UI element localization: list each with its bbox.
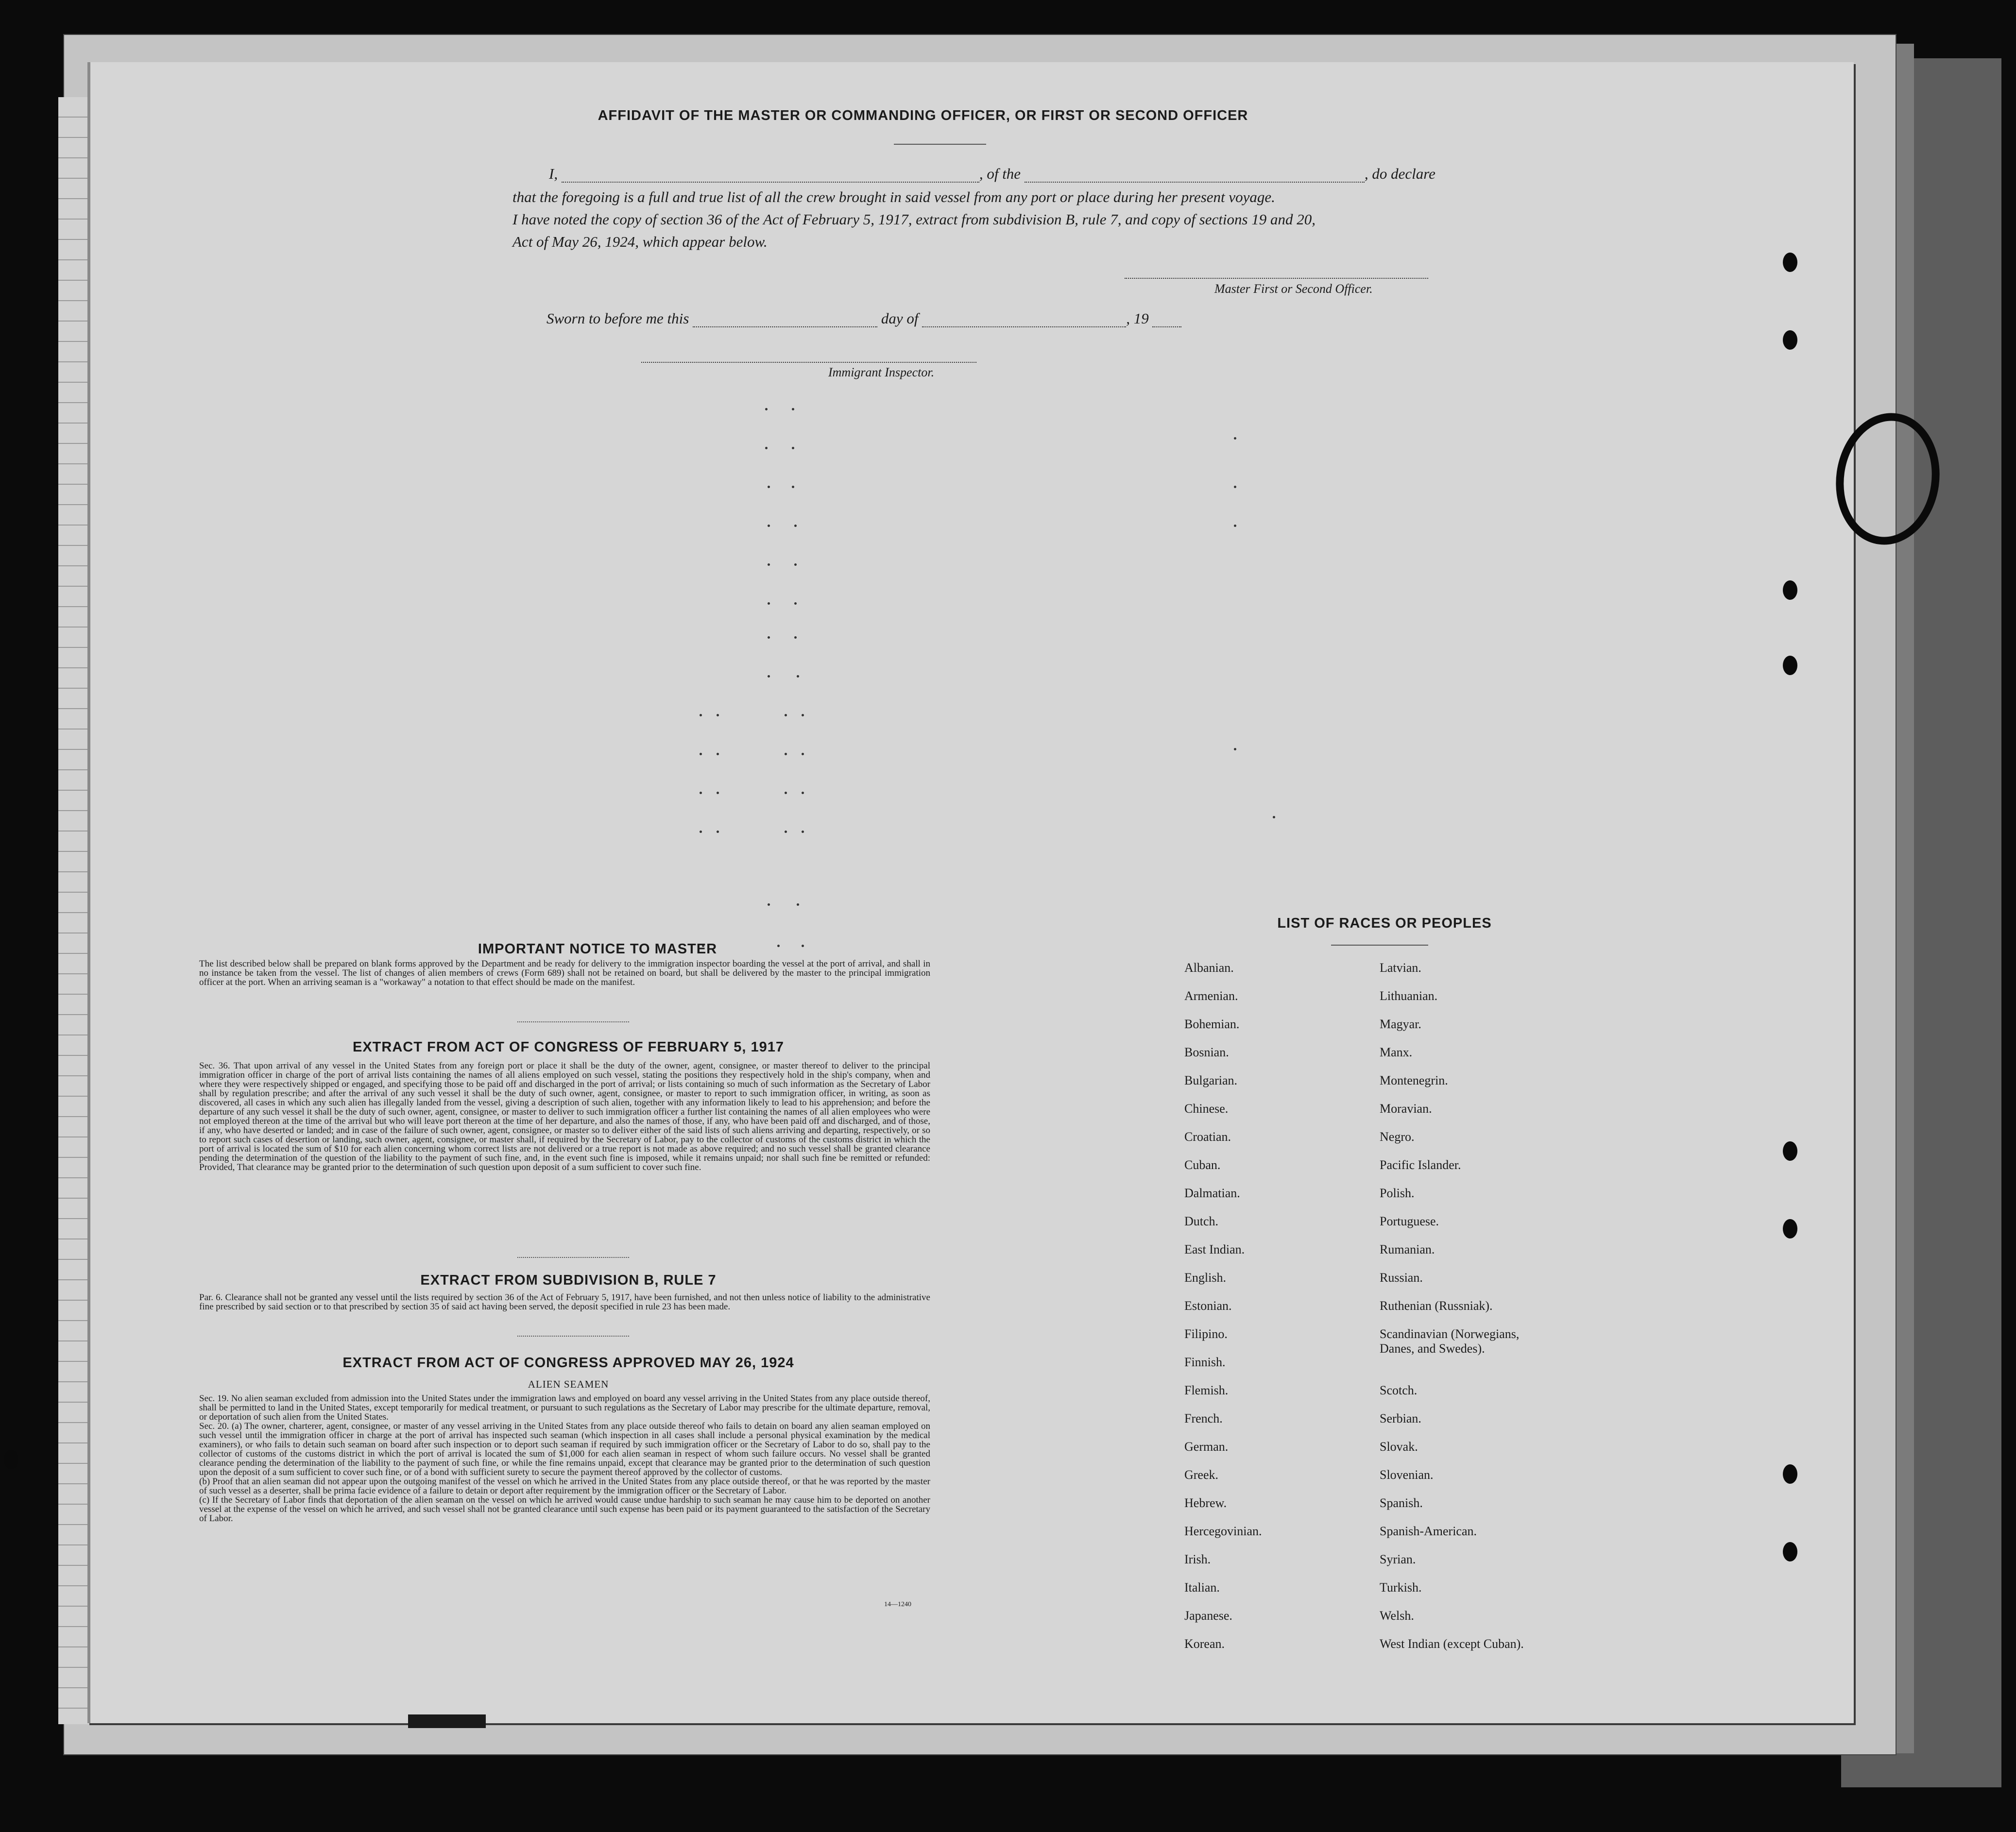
race-item: Manx. <box>1380 1045 1413 1059</box>
race-item: Montenegrin. <box>1380 1073 1448 1087</box>
sworn-year-blank[interactable] <box>1152 326 1181 327</box>
race-item: Cuban. <box>1184 1158 1221 1172</box>
race-item: Russian. <box>1380 1271 1423 1285</box>
ink-speck <box>700 831 702 833</box>
inspector-signature-line[interactable] <box>641 362 976 363</box>
affidavit-line-1 <box>549 165 1521 183</box>
ink-speck <box>768 675 770 678</box>
ink-speck <box>1234 748 1236 750</box>
divider <box>517 1336 629 1337</box>
divider <box>517 1257 629 1258</box>
signature-line[interactable] <box>1125 278 1428 279</box>
race-item: Korean. <box>1184 1637 1225 1651</box>
edge-stamp-mark <box>408 1714 486 1728</box>
race-item: Moravian. <box>1380 1102 1432 1116</box>
race-item: Scotch. <box>1380 1383 1418 1397</box>
extract-1917-body: Sec. 36. That upon arrival of any vessel in the United States from any foreign port or place it shall be the duty of the owner, agent, consignee, or master thereof to deliver to the principal immigration officer in charge of the port of arrival lists containing the names of all aliens employed on such vessel, stating the positions they respectively hold in the ship's company, when and where they were respectively shipped or engaged, and specifying those to be paid off and discharged in the port of arrival; or lists containing so much of such information as the Secretary of Labor shall by regulation prescribe; and after the arrival of any such vessel it shall be the duty of such owner, agent, consignee, or master to report to such immigration officer, in writing, as soon as discovered, all cases in which any such alien has illegally landed from the vessel, giving a description of such alien, together with any information likely to lead to his apprehension; and before the departure of any such vessel it shall be the duty of such owner, agent, consignee, or master to deliver to such immigration officer a further list containing the names of all alien employees who were not employed thereon at the time of the arrival but who will leave port thereon at the time of her departure, and also the names of those, if any, who have been paid off and discharged, and of those, if any, who have deserted or landed; and in case of the failure of such owner, agent, consignee, or master so to deliver either of the said lists of such aliens arriving and departing, respectively, or so to report such cases of desertion or landing, such owner, agent, consignee, or master shall, if required by the Secretary of Labor, pay to the collector of customs of the customs district in which the port of arrival is located the sum of $10 for each alien concerning whom correct lists are not delivered or a true report is not made as above required; and no such vessel shall be granted clearance pending the determination of the question of the liability to the payment of such fine, and, in the event such fine is imposed, while it remains unpaid; nor shall such fine be remitted or refunded: Provided, That clearance may be granted prior to the determination of such question upon deposit of a sum sufficient to cover such fine. <box>199 1061 930 1172</box>
race-item: Spanish-American. <box>1380 1524 1477 1538</box>
race-item: Bulgarian. <box>1184 1073 1238 1087</box>
ink-speck <box>768 903 770 906</box>
sworn-day-of: day of <box>881 310 919 327</box>
ink-speck <box>717 714 719 716</box>
punch-hole <box>1783 1219 1797 1238</box>
ink-speck <box>768 525 770 527</box>
race-item: Portuguese. <box>1380 1214 1439 1228</box>
divider <box>1331 945 1428 946</box>
ink-speck <box>1234 486 1236 488</box>
race-item: Syrian. <box>1380 1552 1416 1566</box>
sworn-day-blank[interactable] <box>693 326 877 327</box>
race-item: German. <box>1184 1440 1229 1454</box>
rule-7-title: EXTRACT FROM SUBDIVISION B, RULE 7 <box>420 1272 717 1288</box>
race-item: French. <box>1184 1411 1223 1425</box>
ink-speck <box>797 675 799 678</box>
ink-speck <box>785 831 787 833</box>
sworn-month-blank[interactable] <box>922 326 1126 327</box>
ink-speck <box>802 753 804 755</box>
race-item: Bosnian. <box>1184 1045 1229 1059</box>
ink-speck <box>1234 525 1236 527</box>
race-item: Slovenian. <box>1380 1468 1434 1482</box>
race-item: Polish. <box>1380 1186 1415 1200</box>
race-item: Dutch. <box>1184 1214 1219 1228</box>
ink-speck <box>797 903 799 906</box>
affidavit-line-4: Act of May 26, 1924, which appear below. <box>513 233 768 250</box>
ink-speck <box>785 792 787 794</box>
race-item: Ruthenian (Russniak). <box>1380 1299 1493 1313</box>
ink-speck <box>792 447 794 449</box>
race-item: Chinese. <box>1184 1102 1229 1116</box>
notice-body: The list described below shall be prepared on blank forms approved by the Department and be ready for delivery to the immigration inspector boarding the vessel at the port of arrival, and shall in no instance be taken from the vessel. The list of changes of alien members of crews (Form 689) shall not be retained on board, but shall be delivered by the master to the principal immigration officer at the port. When an arriving seaman is a "workaway" a notation to that effect should be made on the manifest. <box>199 959 930 987</box>
rule-7-body: Par. 6. Clearance shall not be granted any vessel until the lists required by section 36 of the Act of February 5, 1917, have been furnished, and not then unless notice of liability to the administrative fine prescribed by said section or to that prescribed by section 35 of said act having been served, the deposit specified in rule 23 has been made. <box>199 1292 930 1312</box>
punch-hole <box>1783 580 1797 600</box>
form-number: 14—1240 <box>884 1601 911 1608</box>
race-item: West Indian (except Cuban). <box>1380 1637 1524 1651</box>
race-item: Serbian. <box>1380 1411 1421 1425</box>
punch-hole <box>1783 1464 1797 1484</box>
ink-speck <box>765 408 768 410</box>
race-item: Welsh. <box>1380 1609 1414 1623</box>
extract-1924-subtitle: ALIEN SEAMEN <box>528 1378 609 1390</box>
ink-speck <box>785 714 787 716</box>
ink-speck <box>768 486 770 488</box>
punch-hole <box>1783 1542 1797 1561</box>
punch-hole <box>1783 1141 1797 1161</box>
ink-speck <box>792 486 794 488</box>
inspector-caption: Immigrant Inspector. <box>828 365 935 379</box>
race-item: Albanian. <box>1184 961 1234 975</box>
divider <box>517 1021 629 1022</box>
name-blank[interactable] <box>562 182 979 183</box>
ink-speck <box>802 792 804 794</box>
affidavit-declare: , do declare <box>1364 165 1435 182</box>
ink-speck <box>768 602 770 605</box>
race-item: Dalmatian. <box>1184 1186 1240 1200</box>
ink-speck <box>794 602 797 605</box>
race-item: Hebrew. <box>1184 1496 1227 1510</box>
race-item: English. <box>1184 1271 1226 1285</box>
race-item: Pacific Islander. <box>1380 1158 1461 1172</box>
race-item: Flemish. <box>1184 1383 1229 1397</box>
ink-speck <box>1273 816 1275 818</box>
race-item: Japanese. <box>1184 1609 1232 1623</box>
ink-speck <box>802 831 804 833</box>
race-item: Croatian. <box>1184 1130 1231 1144</box>
ink-speck <box>1234 437 1236 440</box>
race-item: East Indian. <box>1184 1242 1245 1256</box>
ink-speck <box>717 753 719 755</box>
ink-speck <box>792 408 794 410</box>
race-item: Estonian. <box>1184 1299 1232 1313</box>
affidavit-title: AFFIDAVIT OF THE MASTER OR COMMANDING OFFICER, OR FIRST OR SECOND OFFICER <box>598 108 1248 123</box>
affidavit-line-2: that the foregoing is a full and true list of all the crew brought in said vessel from any port or place during her present voyage. <box>513 188 1275 205</box>
race-item: Spanish. <box>1380 1496 1423 1510</box>
divider <box>894 144 986 145</box>
race-item: Italian. <box>1184 1580 1220 1595</box>
race-item: Negro. <box>1380 1130 1415 1144</box>
ink-speck <box>765 447 768 449</box>
race-item: Bohemian. <box>1184 1017 1240 1031</box>
ink-speck <box>768 563 770 566</box>
ink-speck <box>785 753 787 755</box>
ink-speck <box>802 714 804 716</box>
ink-speck <box>794 563 797 566</box>
race-item: Rumanian. <box>1380 1242 1435 1256</box>
race-item: Finnish. <box>1184 1355 1226 1369</box>
ink-speck <box>700 753 702 755</box>
signature-caption: Master First or Second Officer. <box>1214 282 1373 296</box>
punch-hole <box>1783 656 1797 675</box>
race-item: Irish. <box>1184 1552 1211 1566</box>
affidavit-of-the: , of the <box>979 165 1021 182</box>
punch-hole <box>1783 253 1797 272</box>
vessel-blank[interactable] <box>1025 182 1365 183</box>
race-item: Greek. <box>1184 1468 1219 1482</box>
extract-1924-title: EXTRACT FROM ACT OF CONGRESS APPROVED MAY 26, 1924 <box>342 1355 794 1371</box>
race-item: Latvian. <box>1380 961 1421 975</box>
extract-1917-title: EXTRACT FROM ACT OF CONGRESS OF FEBRUARY 5, 1917 <box>352 1039 785 1055</box>
sworn-line <box>547 310 1275 327</box>
punch-hole <box>4 1450 18 1469</box>
ink-speck <box>700 792 702 794</box>
race-item: Lithuanian. <box>1380 989 1438 1003</box>
notice-title: IMPORTANT NOTICE TO MASTER <box>478 941 718 957</box>
ink-speck <box>794 636 797 639</box>
race-item: Hercegovinian. <box>1184 1524 1262 1538</box>
punch-hole <box>1783 330 1797 350</box>
affidavit-i: I, <box>549 165 558 182</box>
affidavit-line-3: I have noted the copy of section 36 of the Act of February 5, 1917, extract from subdivision B, rule 7, and copy of sections 19 and 20, <box>513 211 1316 228</box>
ink-speck <box>717 792 719 794</box>
race-item: Slovak. <box>1380 1440 1418 1454</box>
race-item: Armenian. <box>1184 989 1238 1003</box>
ink-speck <box>768 636 770 639</box>
extract-1924-body: Sec. 19. No alien seaman excluded from admission into the United States under the immigration laws and employed on board any vessel arriving in the United States from any place outside thereof, shall be permitted to land in the United States, except temporarily for medical treatment, or pursuant to such regulations as the Secretary of Labor may prescribe for the ultimate departure, removal, or deportation of such alien from the United States. Sec. 20. (a) The owner, charterer, agent, consignee, or master of any vessel arriving in the United States from any place outside thereof who fails to detain on board any alien seaman employed on such vessel until the immigration officer in charge at the port of arrival has inspected such seaman (which inspection in all cases shall include a personal physical examination by the medical examiners), or who fails to detain such seaman on board after such inspection or to deport such seaman if required by such immigration officer or the Secretary of Labor to do so, shall pay to the collector of customs of the customs district in which the port of arrival is located the sum of $1,000 for each alien seaman in respect of whom such failure occurs. No vessel shall be granted clearance pending the determination of the liability to the payment of such fine, or while the fine remains unpaid, except that clearance may be granted prior to the determination of such question upon the deposit of a sum sufficient to cover such fine, or of a bond with sufficient surety to secure the payment thereof approved by the collector of customs. (b) Proof that an alien seaman did not appear upon the outgoing manifest of the vessel on which he arrived in the United States from any place outside thereof, or that he was reported by the master of such vessel as a deserter, shall be prima facie evidence of a failure to detain or deport after requirement by the immigration officer or the Secretary of Labor. (c) If the Secretary of Labor finds that deportation of the alien seaman on the vessel on which he arrived would cause undue hardship to such seaman he may cause him to be deported on another vessel at the expense of the vessel on which he arrived, and such vessel shall not be granted clearance until such expense has been paid or its payment guaranteed to the satisfaction of the Secretary of Labor. <box>199 1393 930 1524</box>
ink-speck <box>717 831 719 833</box>
sworn-year: , 19 <box>1126 310 1149 327</box>
race-item: Magyar. <box>1380 1017 1421 1031</box>
race-item: Turkish. <box>1380 1580 1422 1595</box>
races-title: LIST OF RACES OR PEOPLES <box>1277 916 1492 931</box>
ink-speck <box>700 714 702 716</box>
race-item: Scandinavian (Norwegians, Danes, and Swedes). <box>1380 1327 1520 1356</box>
race-item: Filipino. <box>1184 1327 1228 1341</box>
sworn-prefix: Sworn to before me this <box>547 310 689 327</box>
ink-speck <box>794 525 797 527</box>
